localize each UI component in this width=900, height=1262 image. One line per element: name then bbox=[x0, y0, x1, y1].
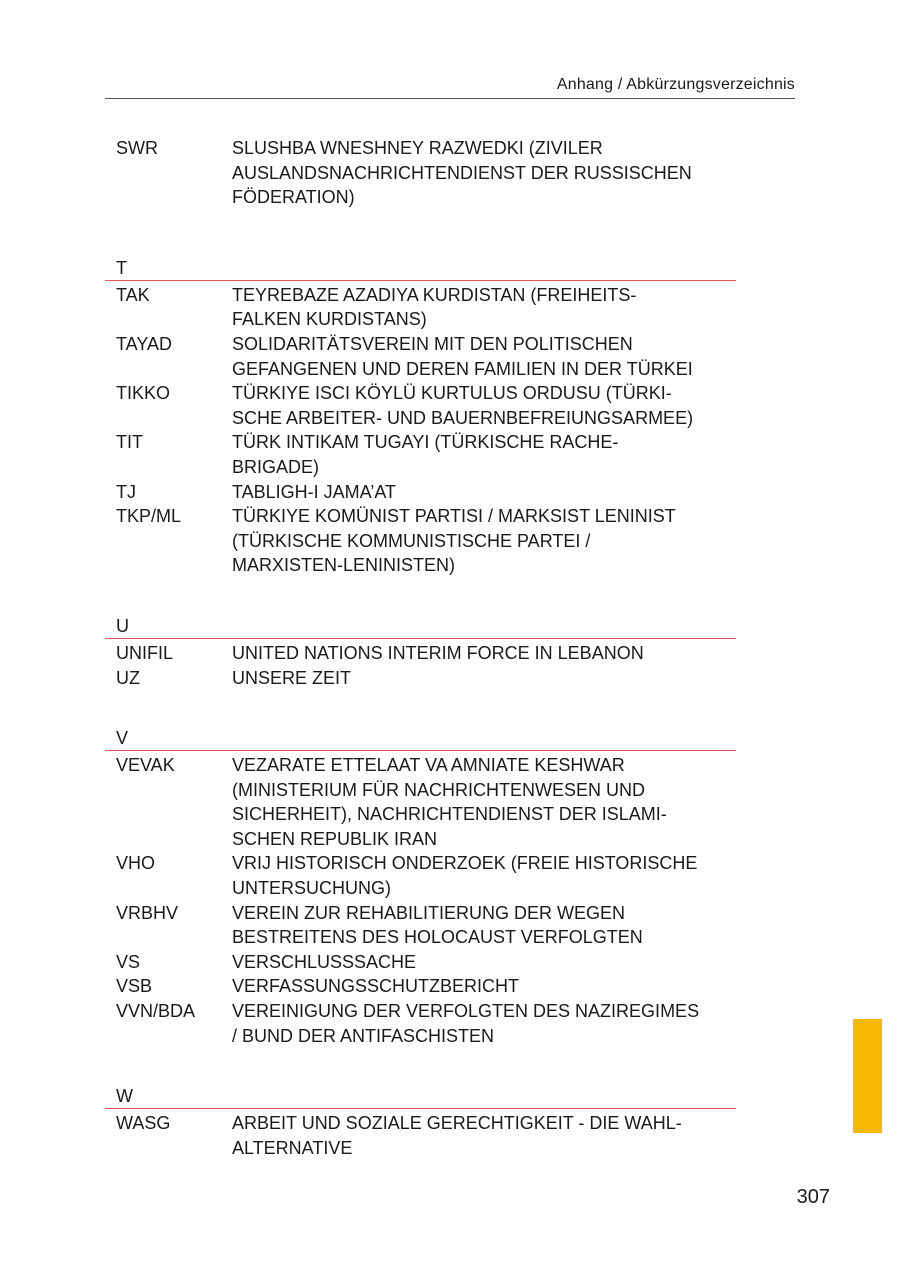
abbreviation: VSB bbox=[116, 976, 153, 997]
section-v bbox=[116, 726, 736, 1048]
abbreviation: VEVAK bbox=[116, 755, 175, 776]
definition: VRIJ HISTORISCH ONDERZOEK (FREIE HISTORISCHE UNTERSUCHUNG) bbox=[232, 853, 698, 899]
definition: SLUSHBA WNESHNEY RAZWEDKI (ZIVILER AUSLANDSNACHRICHTENDIENST DER RUSSISCHEN FÖDERATION) bbox=[232, 138, 692, 208]
abbreviation: TKP/ML bbox=[116, 506, 182, 527]
section-letter: U bbox=[116, 615, 129, 636]
abbreviation: SWR bbox=[116, 138, 158, 158]
definition: UNITED NATIONS INTERIM FORCE IN LEBANON bbox=[232, 642, 644, 663]
section-divider bbox=[105, 638, 736, 639]
entry bbox=[116, 381, 736, 430]
entry bbox=[116, 901, 736, 950]
page-number: 307 bbox=[796, 1186, 830, 1208]
section-t bbox=[116, 256, 736, 578]
entry bbox=[116, 641, 736, 666]
abbreviation: VVN/BDA bbox=[116, 1001, 196, 1022]
entry-swr bbox=[116, 136, 736, 210]
entry bbox=[116, 851, 736, 900]
abbreviation: UNIFIL bbox=[116, 642, 174, 663]
abbreviation: TAK bbox=[116, 284, 150, 305]
definition: TÜRKIYE KOMÜNIST PARTISI / MARKSIST LENINIST (TÜRKISCHE KOMMUNISTISCHE PARTEI / MARXISTEN-LENINISTEN) bbox=[232, 506, 676, 576]
entry bbox=[116, 430, 736, 479]
abbreviation: TJ bbox=[116, 481, 136, 502]
section-letter: V bbox=[116, 728, 129, 749]
definition: SOLIDARITÄTSVEREIN MIT DEN POLITISCHEN GEFANGENEN UND DEREN FAMILIEN IN DER TÜRKEI bbox=[232, 333, 693, 379]
section-u bbox=[116, 614, 736, 690]
entry bbox=[116, 504, 736, 578]
definition: TÜRK INTIKAM TUGAYI (TÜRKISCHE RACHE- BRIGADE) bbox=[232, 432, 619, 477]
definition: TEYREBAZE AZADIYA KURDISTAN (FREIHEITS- FALKEN KURDISTANS) bbox=[232, 284, 637, 330]
chapter-thumb-tab bbox=[853, 1019, 882, 1133]
definition: VEZARATE ETTELAAT VA AMNIATE KESHWAR (MINISTERIUM FÜR NACHRICHTENWESEN UND SICHERHEIT), NACHRICHTENDIENST DER ISLAMI- SCHEN REPUBLIK IRAN bbox=[232, 755, 667, 849]
section-w bbox=[116, 1084, 736, 1160]
section-letter: W bbox=[116, 1086, 133, 1107]
entry bbox=[116, 753, 736, 851]
section-divider bbox=[105, 1108, 736, 1109]
entry bbox=[116, 974, 736, 999]
running-header: Anhang / Abkürzungsverzeichnis bbox=[105, 76, 795, 99]
abbreviation: TIKKO bbox=[116, 383, 171, 404]
section-letter: T bbox=[116, 257, 127, 278]
entry bbox=[116, 283, 736, 332]
section-divider bbox=[105, 280, 736, 281]
definition: VERFASSUNGSSCHUTZBERICHT bbox=[232, 976, 520, 997]
entry bbox=[116, 480, 736, 505]
abbreviation: VS bbox=[116, 951, 141, 972]
definition: VERSCHLUSSSACHE bbox=[232, 951, 417, 972]
definition: TABLIGH-I JAMA’AT bbox=[232, 481, 397, 502]
abbreviation: TIT bbox=[116, 432, 143, 453]
abbreviation: VHO bbox=[116, 853, 156, 874]
definition: ARBEIT UND SOZIALE GERECHTIGKEIT - DIE WAHL- ALTERNATIVE bbox=[232, 1113, 682, 1158]
entry bbox=[116, 666, 736, 691]
section-divider bbox=[105, 750, 736, 751]
entry bbox=[116, 999, 736, 1048]
abbreviation: VRBHV bbox=[116, 902, 179, 923]
abbreviation: TAYAD bbox=[116, 333, 173, 354]
entry bbox=[116, 1111, 736, 1160]
entry bbox=[116, 332, 736, 381]
leading-entries bbox=[116, 136, 736, 210]
abbreviation-list bbox=[116, 136, 736, 1160]
definition: TÜRKIYE ISCI KÖYLÜ KURTULUS ORDUSU (TÜRKI- SCHE ARBEITER- UND BAUERNBEFREIUNGSARMEE) bbox=[232, 383, 694, 428]
definition: VEREIN ZUR REHABILITIERUNG DER WEGEN BESTREITENS DES HOLOCAUST VERFOLGTEN bbox=[232, 902, 643, 948]
entry bbox=[116, 950, 736, 975]
abbreviation: UZ bbox=[116, 667, 140, 688]
definition: VEREINIGUNG DER VERFOLGTEN DES NAZIREGIMES / BUND DER ANTIFASCHISTEN bbox=[232, 1001, 700, 1046]
abbreviation: WASG bbox=[116, 1113, 171, 1134]
definition: UNSERE ZEIT bbox=[232, 667, 352, 688]
